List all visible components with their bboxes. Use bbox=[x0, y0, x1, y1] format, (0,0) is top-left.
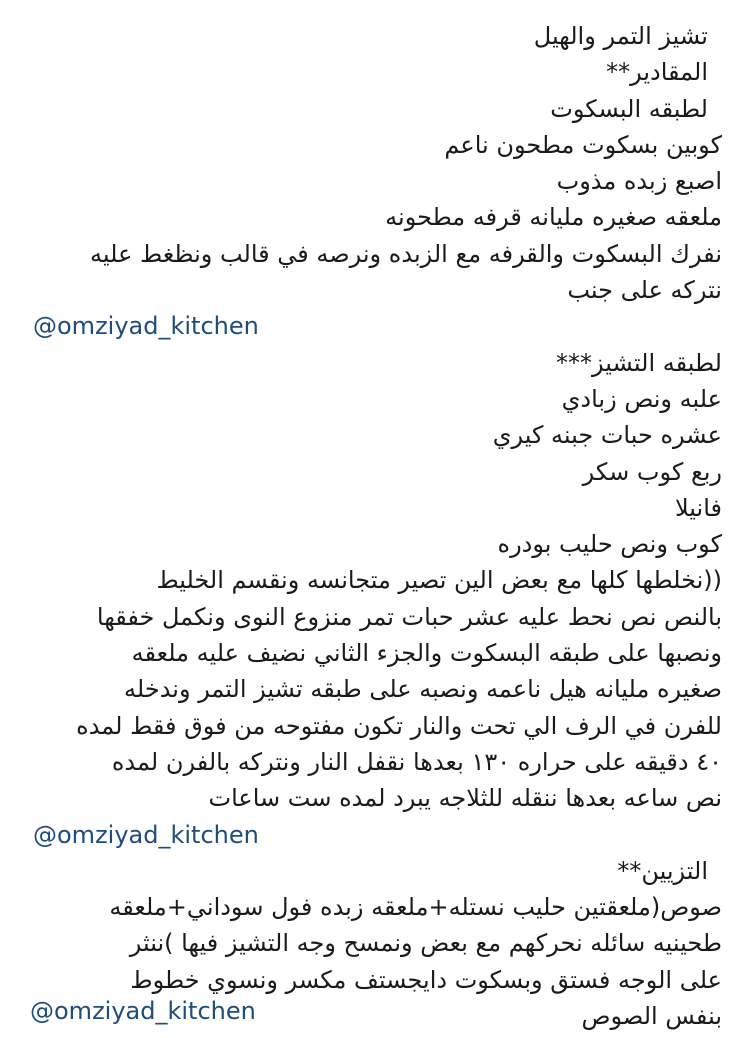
cheese-layer-heading: لطبقه التشيز*** bbox=[556, 348, 722, 377]
mention-link[interactable]: @omziyad_kitchen bbox=[33, 312, 259, 341]
cheese-method-line: بالنص نص نحط عليه عشر حبات تمر منزوع النوى ونكمل خفقها bbox=[96, 602, 722, 631]
cheese-method-line: ونصبها على طبقه البسكوت والجزء الثاني نضيف عليه ملعقه bbox=[131, 639, 722, 668]
cheese-method-line: ((نخلطها كلها مع بعض الين تصير متجانسه ونقسم الخليط bbox=[156, 566, 722, 595]
biscuit-ingredient: كوبين بسكوت مطحون ناعم bbox=[444, 130, 722, 159]
biscuit-method-line: نتركه على جنب bbox=[567, 276, 722, 305]
decoration-line: على الوجه فستق وبسكوت دايجستف مكسر ونسوي خطوط bbox=[130, 965, 722, 994]
cheese-ingredient: علبه ونص زبادي bbox=[561, 384, 722, 413]
decoration-line: طحينيه سائله نحركهم مع بعض ونمسح وجه التشيز فيها )ننثر bbox=[129, 929, 722, 958]
biscuit-method-line: نفرك البسكوت والقرفه مع الزبده ونرصه في قالب ونظغط عليه bbox=[90, 239, 722, 268]
cheese-method-line: نص ساعه بعدها ننقله للثلاجه يبرد لمده ست ساعات bbox=[208, 784, 722, 813]
decoration-heading: التزيين** bbox=[617, 856, 708, 885]
mention-link[interactable]: @omziyad_kitchen bbox=[33, 820, 259, 849]
biscuit-ingredient: ملعقه صغيره مليانه قرفه مطحونه bbox=[385, 203, 722, 232]
recipe-title: تشيز التمر والهيل bbox=[533, 22, 708, 50]
cheese-method-line: ٤٠ دقيقه على حراره ١٣٠ بعدها نقفل النار ونتركه بالفرن لمده bbox=[111, 747, 722, 776]
cheese-ingredient: عشره حبات جبنه كيري bbox=[492, 421, 722, 450]
cheese-method-line: للفرن في الرف الي تحت والنار تكون مفتوحه من فوق فقط لمده bbox=[76, 711, 722, 740]
cheese-ingredient: فانيلا bbox=[674, 493, 722, 522]
mention-link-partial[interactable] bbox=[30, 997, 270, 1025]
cheese-method-line: صغيره مليانه هيل ناعمه ونصبه على طبقه تشيز التمر وندخله bbox=[124, 675, 722, 704]
cheese-ingredient: كوب ونص حليب بودره bbox=[497, 530, 722, 559]
decoration-line: بنفس الصوص bbox=[581, 1002, 722, 1031]
biscuit-ingredient: اصبع زبده مذوب bbox=[556, 167, 722, 196]
recipe-caption bbox=[32, 18, 722, 1034]
decoration-line: صوص(ملعقتين حليب نستله+ملعقه زبده فول سوداني+ملعقه bbox=[109, 893, 722, 922]
ingredients-heading: المقادير** bbox=[606, 58, 708, 87]
biscuit-layer-heading: لطبقه البسكوت bbox=[550, 94, 708, 123]
cheese-ingredient: ربع كوب سكر bbox=[582, 457, 722, 486]
mention-link-partial-text: @omziyad_kitchen bbox=[30, 997, 256, 1025]
